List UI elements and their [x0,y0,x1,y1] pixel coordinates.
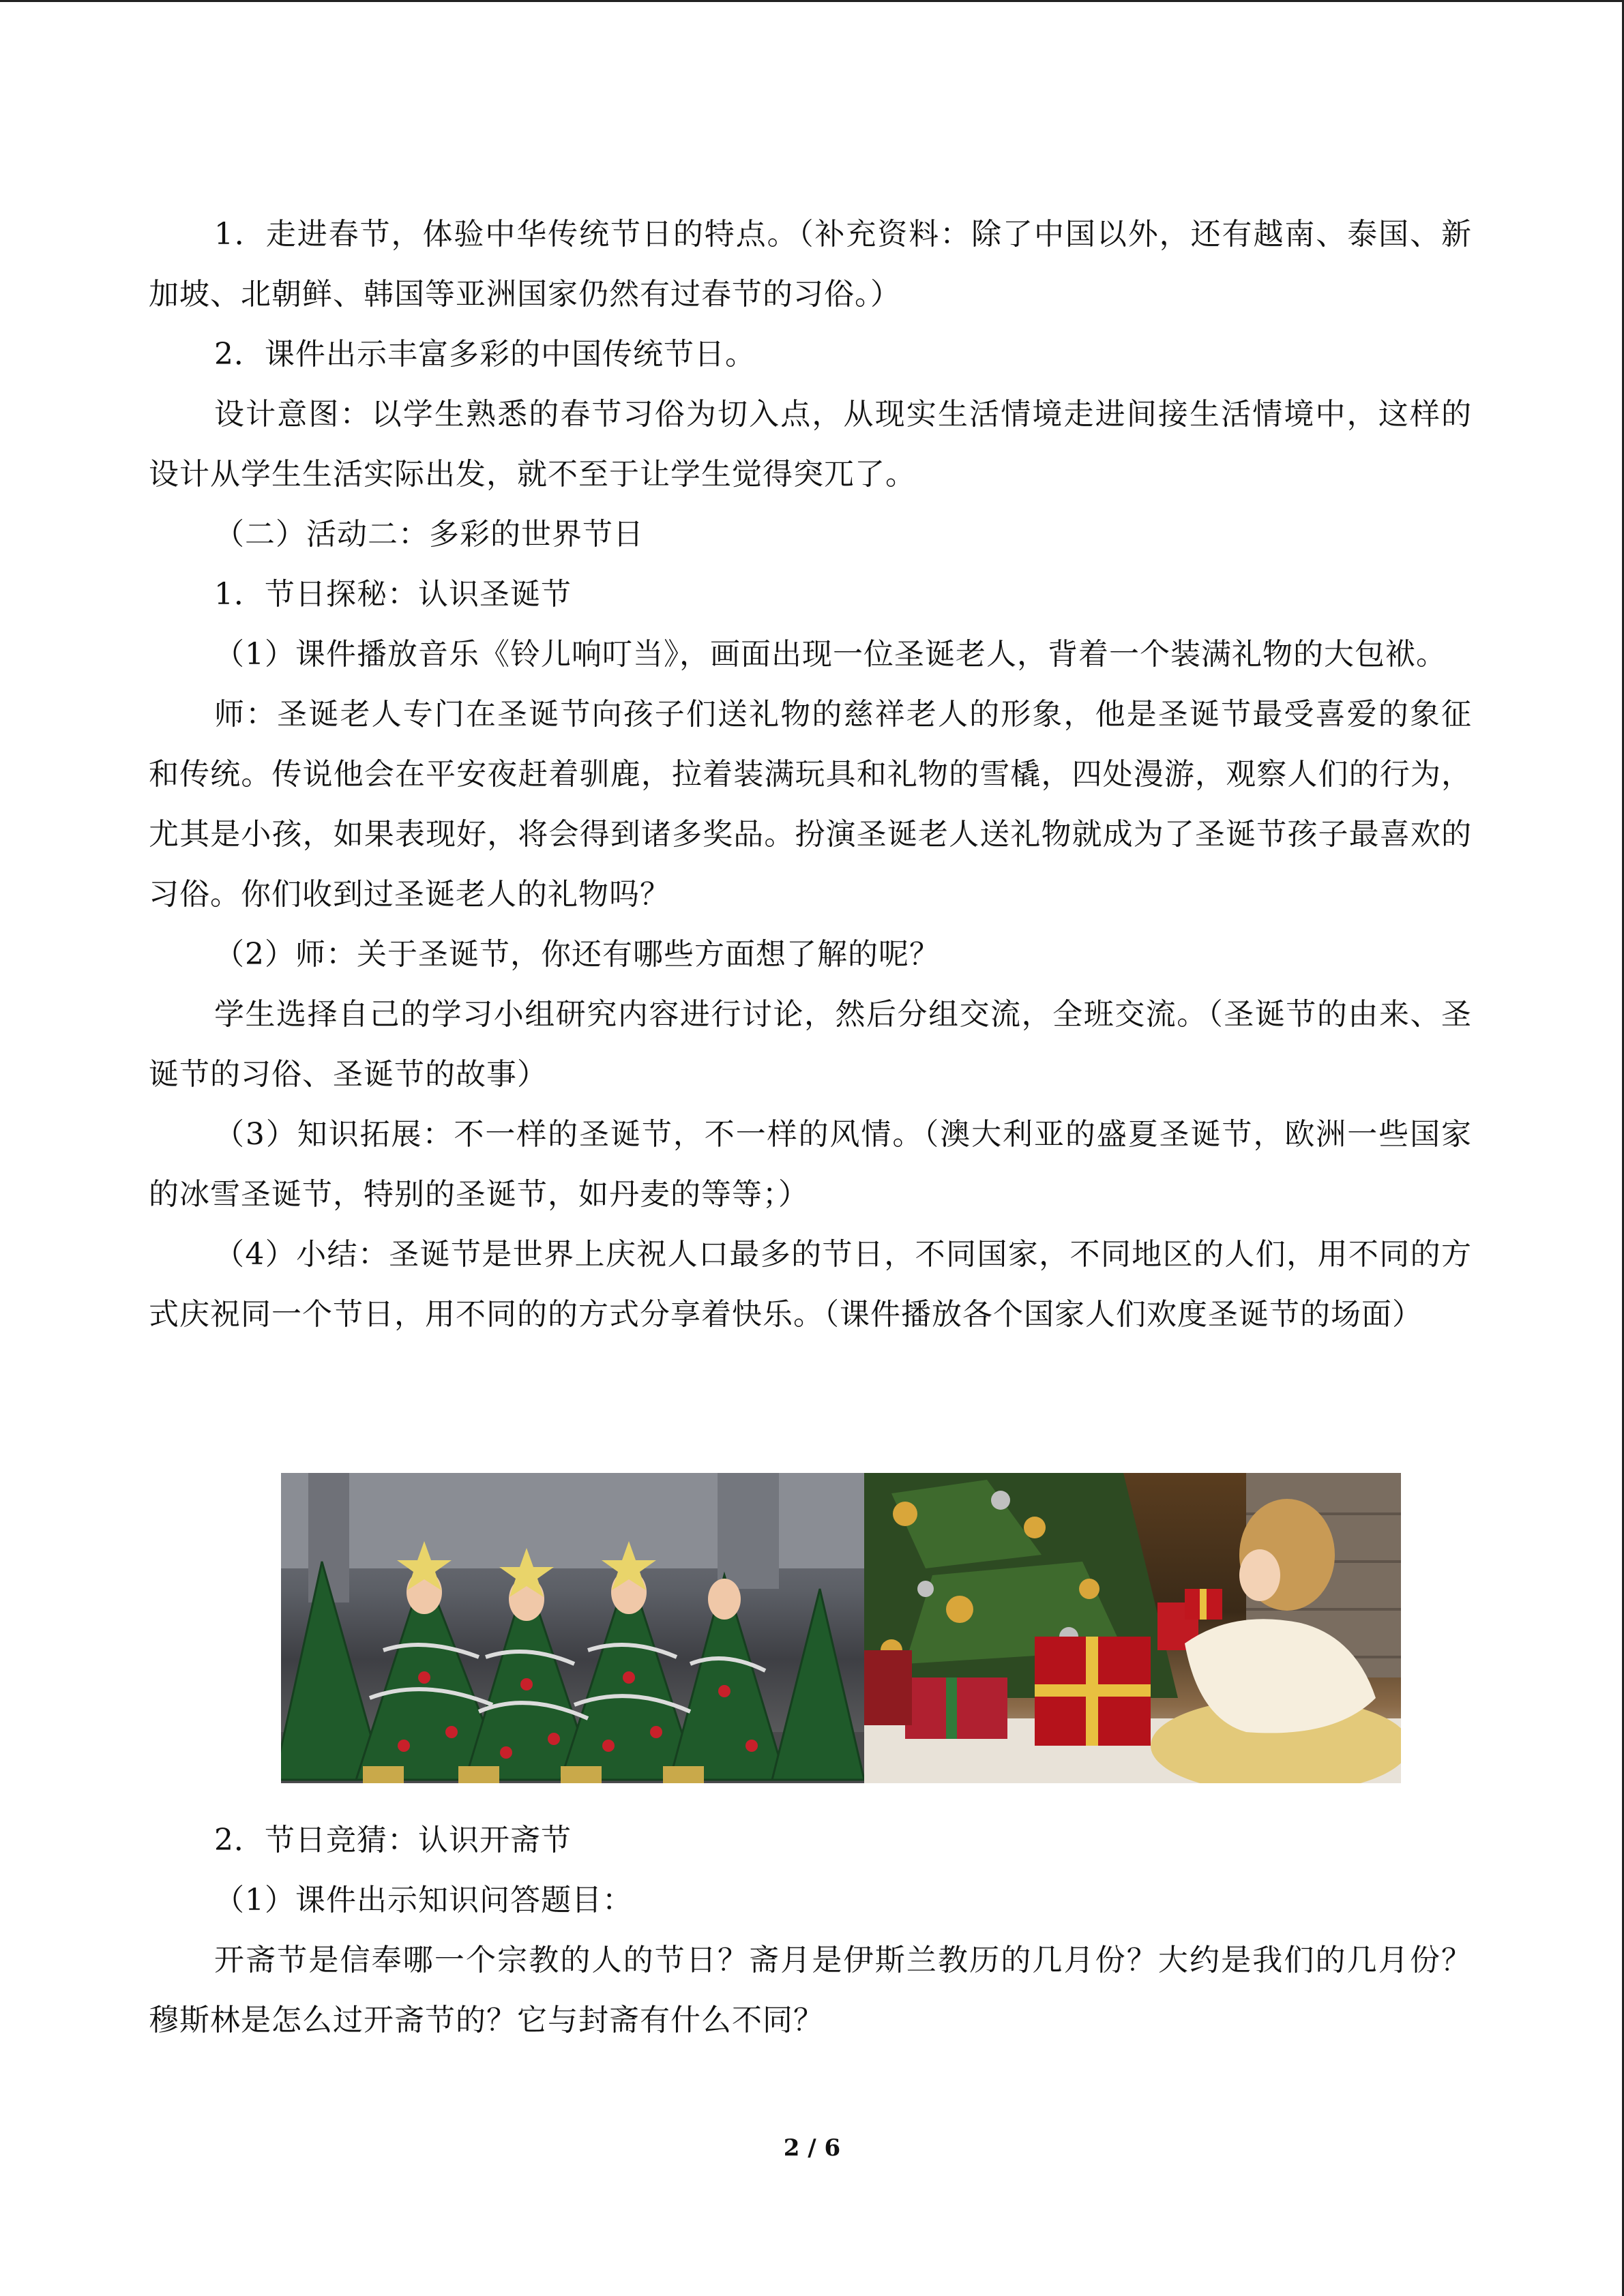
paragraph-jingle-bells: （1）课件播放音乐《铃儿响叮当》，画面出现一位圣诞老人，背着一个装满礼物的大包袱。 [214,637,1447,672]
page-number: 2 / 6 [783,2134,841,2162]
paragraph-quiz-questions: 开斋节是信奉哪一个宗教的人的节日？斋月是伊斯兰教历的几月份？大约是我们的几月份？穆斯林是怎么过开斋节的？它与封斋有什么不同？ [149,1943,1472,2038]
paragraph-spring-festival: 1．走进春节，体验中华传统节日的特点。（补充资料：除了中国以外，还有越南、泰国、新加坡、北朝鲜、韩国等亚洲国家仍然有过春节的习俗。） [149,217,1472,312]
document-body-continued [149,1810,1472,2051]
paragraph-knowledge-extension: （3）知识拓展：不一样的圣诞节，不一样的风情。（澳大利亚的盛夏圣诞节，欧洲一些国家的冰雪圣诞节，特别的圣诞节，如丹麦的等等；） [149,1117,1472,1212]
page-top-border [0,0,1624,2]
paragraph-quiz-intro: （1）课件出示知识问答题目： [214,1883,633,1918]
christmas-parade-photo [281,1473,864,1783]
gifts-illustration [864,1473,1401,1783]
paragraph-group-discussion: 学生选择自己的学习小组研究内容进行讨论，然后分组交流，全班交流。（圣诞节的由来、圣诞节的习俗、圣诞节的故事） [149,997,1472,1092]
paragraph-design-intent: 设计意图：以学生熟悉的春节习俗为切入点，从现实生活情境走进间接生活情境中，这样的设计从学生生活实际出发，就不至于让学生觉得突兀了。 [149,397,1472,492]
paragraph-summary: （4）小结：圣诞节是世界上庆祝人口最多的节日，不同国家，不同地区的人们，用不同的方式庆祝同一个节日，用不同的的方式分享着快乐。（课件播放各个国家人们欢度圣诞节的场面） [149,1237,1472,1332]
parade-illustration [281,1473,864,1783]
heading-christmas: 1．节日探秘：认识圣诞节 [214,577,572,612]
heading-activity-two: （二）活动二：多彩的世界节日 [214,517,644,552]
christmas-photos [281,1473,1401,1783]
paragraph-question: （2）师：关于圣诞节，你还有哪些方面想了解的呢？ [214,937,940,972]
paragraph-santa: 师：圣诞老人专门在圣诞节向孩子们送礼物的慈祥老人的形象，他是圣诞节最受喜爱的象征和传统。传说他会在平安夜赶着驯鹿，拉着装满玩具和礼物的雪橇，四处漫游，观察人们的行为，尤其是小孩，如果表现好，将会得到诸多奖品。扮演圣诞老人送礼物就成为了圣诞节孩子最喜欢的习俗。你们收到过圣诞老人的礼物吗？ [149,697,1472,912]
document-body [149,205,1472,1345]
heading-eid: 2．节日竞猜：认识开斋节 [214,1823,572,1858]
paragraph-traditional-festivals: 2．课件出示丰富多彩的中国传统节日。 [214,337,756,372]
girl-with-gifts-photo [864,1473,1401,1783]
